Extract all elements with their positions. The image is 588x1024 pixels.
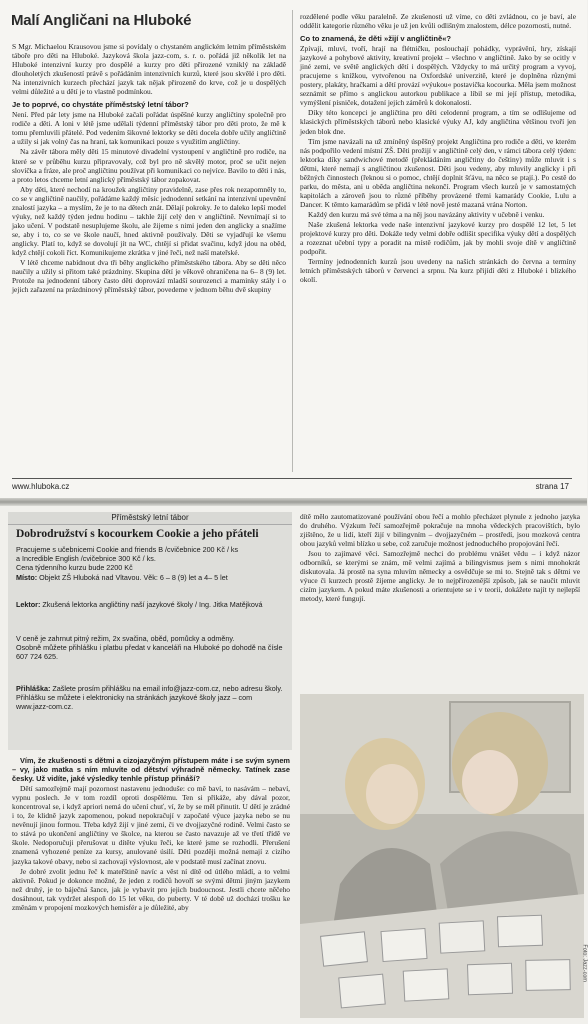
box-lector [16,600,284,609]
answer-paragraph: Dětí samozřejmě mají pozornost nastavenu jednoduše: co mě baví, to nasávám – nebaví, vypnu poslech. Je v tom rozdíl oproti dospělému. Ten si přikáže, aby dával pozor, koncentroval se, i když apriori nemá do učení chuť, ví, že by se měl přinutit. U dětí je zrádné i to, že klidně jazyk zapomenou, pokud nepokračují v započaté výuce jazyka nebo se nu nevěnují jinou formou. Třeba když žijí v jiné zemi, či ve dvojjazyčné rodině. Velmi často se to stává po ukončení angličtiny ve školce, na kterou se často navazuje až ve třetí třídě ve škole. Nedoporučuji přerušovat u dítěte výuku řeči, ke které jsme se rozhodli. Přerušení znamená vyhozené peníze za kursy, anulované úsilí. Děti později možná nemají z cizího jazyka takové obavy, nebo si zachovají výslovnost, ale v podstatě musí začínat znovu. [12,784,290,866]
application-label: Přihláška: [16,684,51,693]
page-fold [0,498,587,506]
answer-paragraph: V létě chceme nabídnout dva tři běhy anglického příměstského tábora. Aby se děti něco naučily a užily si přitom také prázdniny. Skupina dětí je věkově ohraničena na 6– 8 (9) let. Protože na jednodenní tábory často děti doprovází mladší sourozenci a maminky stály i o jejich zařazení na prázdninový příměstský tábor, povedeme v jednom běhu dvě skupiny [12,258,286,295]
continued-paragraph: dítě mělo zautomatizované používání obou řečí a mohlo přecházet plynule z jednoho jazyka do druhého. Výzkum řečí samozřejmě pokračuje na mnoha vědeckých pracovištích, bylo zjištěno, že u lidí, kteří žijí v bilingvním – dvojjazyčném – prostředí, jsou mozková centra obou jazyků velmi blízko u sebe, což zaručuje možnost jednoduchého propojování řečí. [300,512,580,549]
box-place [16,573,228,582]
lead-question: Vím, že zkušenosti s dětmi a cizojazyčným přístupem máte i se svým synem – vy, jako matka s ním mluvíte od dětství výhradně německy. Tatínek zase česky. Už vidíte, jaké výsledky tenhle přístup přináší? [12,756,290,784]
article-column-1 [12,42,286,478]
application-online: Přihlášku se můžete i elektronicky na stránkách jazykové školy jazz – com www.jazz-com.cz. [16,693,253,711]
lector-label: Lektor: [16,600,41,609]
article-page-top [0,0,587,502]
answer-paragraph: Není. Před pár lety jsme na Hluboké začali pořádat úspěšné kurzy angličtiny společně pro rodiče a děti. A loni v létě jsme udělali týdenní příměstský tábor pro děti proto, že mě k tomu přemluvili přátelé. Pod vedením šikovné lektorky se děti docela dobře učily angličtině a užily si jak volný čas na hraní, tak komunikaci pouze s využitím angličtiny. [12,110,286,147]
price-payment: Osobně můžete přihlášku i platbu předat v kanceláři na Hluboké po dohodě na čísle 607 724 625. [16,643,283,661]
answer-paragraph: Aby děti, které nechodí na kroužek angličtiny pravidelně, zase přes rok nezapomněly to, co se v angličtině naučily, pořádáme každý měsíc jednodenní setkání na intenzivní upevnění znalostí jazyka – a myslím, že je to na dětech znát. Dělají pokroky. Je to daleko lepší model výuky, než každý týden jednu hodinu – takhle žijí celý den v angličtině. Nevnímají si to jako učení. V podstatě nesuplujeme školu, ale žijeme s nimi jeden den anglicky a snažíme se, aby i to, co se ve škole naučí, hned aktivně používaly. Děti se vyjadřují ke všemu anglicky. Platí to, když se dovolují jít na WC, chtějí si přidat svačinu, když jdou na oběd, když chtějí cokoli říct. Komunikujeme zkrátka v jiné řeči, než naší mateřské. [12,184,286,257]
article-column-4 [300,512,580,690]
answer-paragraph: Je dobré zvolit jednu řeč k mateřštině navíc a věst ní dítě od útlého mládí, a to velmi aktivně. Pokud je dokonce možné, že jeden z rodičů hovoří se svými dětmi jiným jazykem než druhý, je to báječná šance, jak je vybavit pro jejich budoucnost. Jestli chcete něčeho dosáhnout, tak vydržet alespoň do 15 let věku, do puberty. V té době už dochází trošku ke změnám v propojení mozkových hemisfér a je důležité, aby [12,866,290,912]
answer-paragraph: Termíny jednodenních kurzů jsou uvedeny na našich stránkách do června a termíny letních příměstských táborů v červenci a srpnu. Na kurz přijídí děti z Hluboké i blízkého okolí. [300,257,576,285]
info-box-title: Dobrodružství s kocourkem Cookie a jeho přáteli [16,528,259,540]
article-headline: Malí Angličani na Hluboké [11,12,192,29]
answer-paragraph: Jsou to zajímavé věci. Samozřejmě nechci do problému vnášet vědu – i když názor odborníků, se kterými se znám, mě velmi zajímá a bilingvismus jsem s nimi mnohokrát diskutovala. Já prostě na syna mluvím německy a osvědčuje se mi to. Stejně tak s dětmi ve výuce či kurzech prostě žijeme anglicky. Je to nejpřirozenější způsob, jak se naučit mluvit cizím jazykem. A pokud máte zkušenosti a orientujete se i v teorii, dokážete najít ty nejlepší metody, které fungují. [300,549,580,604]
column-divider [292,10,293,472]
page-number: strana 17 [535,482,569,491]
footer-rule [12,478,572,479]
place-value: Objekt ZŠ Hluboká nad Vltavou. Věk: 6 – 8 (9) let a 4– 5 let [39,573,228,582]
place-label: Místo: [16,573,38,582]
price-included: V ceně je zahrnut pitný režim, 2x svačina, oběd, pomůcky a odměny. [16,634,235,643]
answer-paragraph: Na závěr tábora měly děti 15 minutové divadelní vystoupení v angličtině pro rodiče, na které se v průběhu kurzu připravovaly, což byl pro ně skvělý motor, proč se učit nejen slovíčka a fráze, ale proč angličtinu používat při komunikaci co nejvíce. Bavilo to děti i nás, a proto letos chceme letní anglický příměstský tábor zopakovat. [12,147,286,184]
application-value: Zašlete prosím přihlášku na email info@jazz-com.cz, nebo adresu školy. [52,684,283,693]
answer-paragraph: Díky této koncepci je angličtina pro děti celodenní program, a tím se odlišujeme od klasických příměstských táborů nebo klasické výuky AJ, kdy angličtina většinou tvoří jen jeden blok dne. [300,108,576,136]
question-heading: Je to poprvé, co chystáte příměstský letní tábor? [12,100,189,110]
box-line: a Incredible English /cvičebnice 300 Kč / ks. [16,554,156,563]
box-application [16,684,284,711]
photo-illustration [300,694,584,1018]
answer-paragraph: Tím jsme navázali na už zmíněný úspěšný projekt Angličtina pro rodiče a děti, ve kterém nás podpořilo vedení místní ZŠ. Děti prožijí v angličtině celý den, v rámci tábora celý týden: lektorka díky sandwichové metodě (překládáním angličtiny do češtiny) může mluvit i s dětmi, které nemají s angličtinou zkušenost. Děti jsou vedeny, aby mluvily anglicky i při běžných činnostech (řeknou si o pomoc, chtějí doplnit šťávu, na něco se ptají.). Po cestě do parku, do města, ani u oběda angličtina nekončí. Program všech kurzů je v samostatných kapitolách a zároveň jsou to různé příběhy provázené třemi kamarády Cookie, Lulu a Dancer. K těmto kamarádům se přidá v létě nově jesté mazaná vrána Norton. [300,136,576,209]
box-line: Cena týdenního kurzu bude 2200 Kč [16,563,133,572]
box-line: Pracujeme s učebnicemi Cookie and friends B /cvičebnice 200 Kč / ks [16,545,239,554]
question-heading: Co to znamená, že děti »žijí v angličtině«? [300,34,452,44]
lector-value: Zkušená lektorka angličtiny naší jazykové školy / Ing. Jitka Matějková [42,600,263,609]
info-box-header: Příměstský letní tábor [8,512,292,525]
answer-paragraph: Zpívají, mluví, tvoří, hrají na flétničku, poslouchají pohádky, vyprávění, hry, získají jazykové a pohybové aktivity, kreativní projekt – všechno v angličtině. Jako by se ocitly v jiné zemi, ve světě anglických dětí i dospělých. Vždycky to má určitý program a vyvoj, pracujeme s knížkou, vytvořenou na Oxfordské univerzitě, které je doplněna různými postery, plakáty, hračkami a dětí provází »výukou« postavička kocourka. Měla jsem možnost seznámit se přímo s anglickou autorkou publikace a líbil se mi její přístup, metodika, vymýšlení písniček, dotažení jejích záměrů k dokonalosti. [300,44,576,108]
article-column-3 [12,756,290,1020]
footer-website: www.hluboka.cz [12,482,70,491]
box-price [16,634,284,661]
answer-paragraph: Každý den kurzu má své téma a na něj jsou navázány aktivity v učebně i venku. [308,209,545,219]
children-photo [300,694,588,1018]
photo-credit: Foto: Jazz-com [582,944,588,982]
continued-paragraph: rozdělené podle věku paralelně. Ze zkušenosti už víme, co děti zvládnou, co je baví, ale oddělit kategorie různého věku je už jen kvůli odlišným znalostem, délce pozornosti, nutné. [300,12,576,31]
article-column-2 [300,12,576,478]
intro-paragraph: S Mgr. Michaelou Krausovou jsme si povídaly o chystaném anglickém letním příměstském táboře pro děti na Hluboké. Jazyková škola jazz-com, s. r. o. pořádá již několik let na Hluboké intenzivní kurzy pro dospělé a kurzy pro děti přirozené vzniklý na základě dlouholetých zkušeností právě s pořádáním intenzivních kurzů, které jsou skvělé i pro děti. Na intenzivních kurzech přechází jazyk tak nějak přirozeně do krve, což je u dospělých velmi důležité a u dětí je to vlastně podmínkou. [12,42,286,97]
answer-paragraph: Naše zkušená lektorka vede naše intenzivní jazykové kurzy pro dospělé 12 let, 5 let projektové kurzy pro děti. Dokáže tedy velmi dobře odlišit specifika výuky dětí a dospělých a rozeznat učební typy a poradit na místě rodičům, jak by mohli svoje dítě v angličtině podpořit. [300,219,576,257]
